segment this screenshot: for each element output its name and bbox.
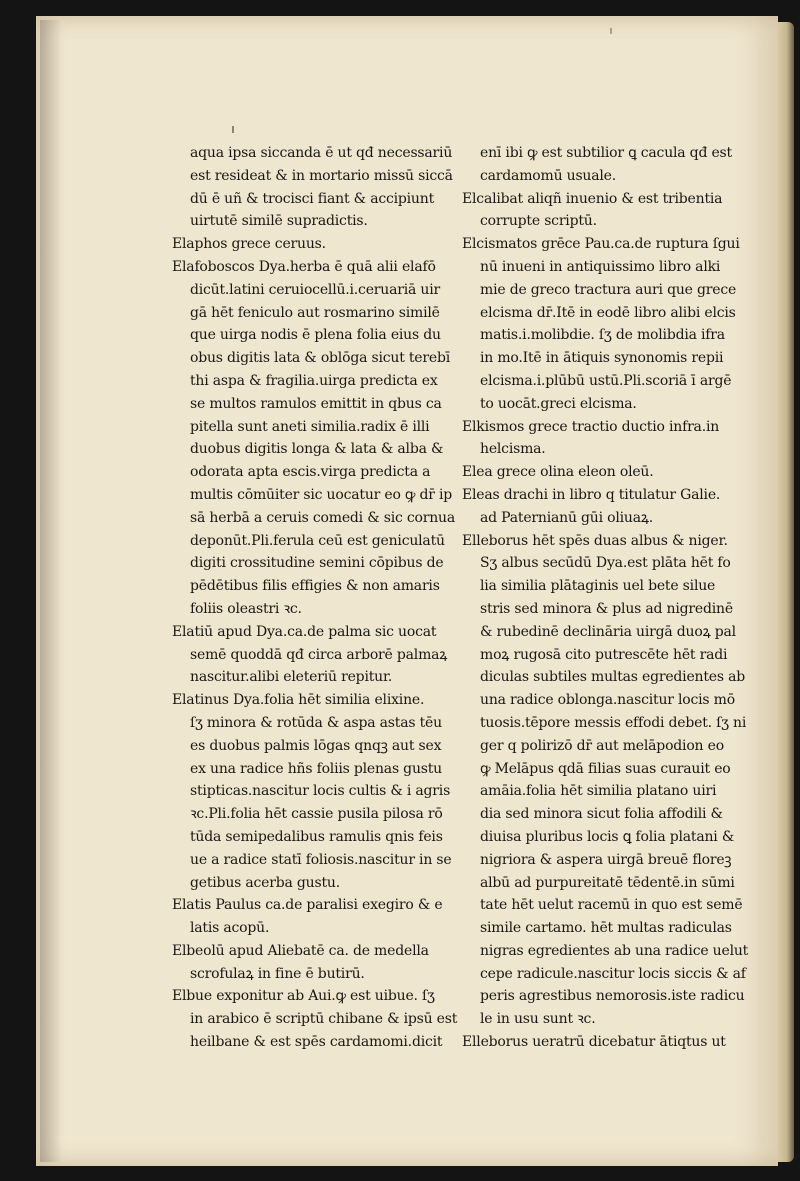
text-line: obus digitis lata & oblōga sicut terebī bbox=[190, 350, 450, 367]
text-line: ex una radice hñs foliis plenas gustu bbox=[190, 760, 442, 777]
text-line: lia similia plātaginis uel bete silue bbox=[480, 578, 716, 595]
page-edge bbox=[778, 22, 794, 1162]
text-line: deponūt.Pli.ferula ceū est geniculatū bbox=[190, 532, 445, 549]
text-line: in arabico ē scriptū chibane & ipsū est bbox=[190, 1011, 458, 1028]
text-line: le in usu sunt ꝛc. bbox=[480, 1011, 596, 1028]
text-line: stris sed minora & plus ad nigredinē bbox=[480, 600, 733, 617]
text-line: stipticas.nascitur locis cultis & i agris bbox=[190, 783, 451, 800]
glossary-entry bbox=[172, 621, 454, 689]
text-line: thi aspa & fragilia.uirga predicta ex bbox=[190, 372, 438, 389]
text-line: es duobus palmis lōgas qnqꝫ aut sex bbox=[190, 737, 442, 754]
glossary-entry bbox=[172, 940, 454, 986]
text-line: ꝙ Melāpus qdā filias suas curauit eo bbox=[480, 760, 731, 777]
text-line: moꝝ rugosā cito putrescēte hēt radi bbox=[480, 646, 728, 663]
glossary-entry bbox=[462, 416, 740, 462]
text-line: mie de greco tractura auri que grece bbox=[480, 281, 737, 298]
text-line: Elatinus Dya.folia hēt similia elixine. bbox=[172, 692, 425, 709]
text-line: peris agrestibus nemorosis.iste radicu bbox=[480, 988, 745, 1005]
text-line: multis cōmūiter sic uocatur eo ꝙ dr̄ ip bbox=[190, 486, 453, 503]
text-line: albū ad purpureitatē tēdentē.in sūmi bbox=[480, 874, 735, 891]
text-line: corrupte scriptū. bbox=[480, 213, 597, 230]
text-line: amāia.folia hēt similia platano uiri bbox=[480, 783, 717, 800]
text-line: Elbue exponitur ab Aui.ꝙ est uibue. ſʒ bbox=[172, 988, 435, 1005]
text-line: ꝛc.Pli.folia hēt cassie pusila pilosa rō bbox=[190, 806, 443, 823]
glossary-entry bbox=[462, 530, 749, 1032]
text-line: heilbane & est spēs cardamomi.dicit bbox=[190, 1034, 443, 1051]
text-line: Elbeolū apud Aliebatē ca. de medella bbox=[172, 942, 429, 959]
text-line: cepe radicule.nascitur locis siccis & af bbox=[480, 965, 746, 982]
text-line: in mo.Itē in ātiquis synonomis repii bbox=[480, 350, 724, 367]
ink-mark bbox=[610, 28, 612, 34]
text-line: getibus acerba gustu. bbox=[190, 874, 340, 891]
text-line: sā herbā a ceruis comedi & sic cornua bbox=[190, 509, 456, 526]
continued-entry bbox=[462, 142, 740, 188]
text-line: Elafoboscos Dya.herba ē quā alii elafō bbox=[172, 258, 436, 275]
text-line: gā hēt feniculo aut rosmarino similē bbox=[190, 304, 440, 321]
text-line: tuosis.tēpore messis effodi debet. ſʒ ni bbox=[480, 714, 747, 731]
text-line: latis acopū. bbox=[190, 920, 270, 937]
text-line: helcisma. bbox=[480, 441, 546, 458]
text-line: nigriora & aspera uirgā breuē floreꝫ bbox=[480, 851, 732, 868]
text-line: digiti crossitudine semini cōpibus de bbox=[190, 555, 444, 572]
text-line: nigras egredientes ab una radice uelut bbox=[480, 942, 749, 959]
glossary-entry bbox=[462, 188, 740, 234]
text-line: & rubedinē declināria uirgā duoꝝ pal bbox=[480, 623, 736, 640]
text-line: to uocāt.greci elcisma. bbox=[480, 395, 637, 412]
glossary-entry bbox=[462, 484, 740, 530]
text-line: dū ē uñ & trocisci fiant & accipiunt bbox=[190, 190, 434, 207]
text-line: una radice oblonga.nascitur locis mō bbox=[480, 692, 735, 709]
text-line: uirtutē similē supradictis. bbox=[190, 213, 368, 230]
ink-mark bbox=[232, 126, 234, 133]
text-line: diculas subtiles multas egredientes ab bbox=[480, 669, 746, 686]
text-line: pēdētibus filis effigies & non amaris bbox=[190, 578, 440, 595]
continued-entry bbox=[172, 142, 454, 233]
text-line: Elea grece olina eleon oleū. bbox=[462, 464, 654, 481]
text-line: Elleborus hēt spēs duas albus & niger. bbox=[462, 532, 728, 549]
text-line: Elaphos grece ceruus. bbox=[172, 236, 326, 253]
glossary-entry bbox=[172, 985, 458, 1053]
text-line: foliis oleastri ꝛc. bbox=[190, 600, 302, 617]
text-line: Elcismatos grēce Pau.ca.de ruptura ſgui bbox=[462, 236, 740, 253]
text-line: matis.i.molibdie. ſʒ de molibdia ifra bbox=[480, 327, 725, 344]
text-line: scrofulaꝝ in fine ē butirū. bbox=[190, 965, 365, 982]
text-line: tūda semipedalibus ramulis qnis feis bbox=[190, 828, 443, 845]
text-line: nascitur.alibi eleteriū repitur. bbox=[190, 669, 393, 686]
glossary-entry bbox=[462, 1031, 740, 1054]
text-line: semē quoddā qđ circa arborē palmaꝝ bbox=[190, 646, 448, 663]
text-line: aqua ipsa siccanda ē ut qđ necessariū bbox=[190, 145, 453, 161]
text-line: ue a radice statī foliosis.nascitur in se bbox=[190, 851, 452, 868]
glossary-entry bbox=[172, 233, 454, 256]
text-line: Sʒ albus secūdū Dya.est plāta hēt fo bbox=[480, 555, 731, 572]
text-line: nū inueni in antiquissimo libro alki bbox=[480, 258, 721, 275]
text-line: elcisma dr̄.Itē in eodē libro alibi elcis bbox=[480, 304, 736, 321]
text-line: simile cartamo. hēt multas radiculas bbox=[480, 920, 732, 937]
glossary-entry bbox=[462, 233, 740, 415]
glossary-entry bbox=[172, 256, 454, 621]
text-line: Elkismos grece tractio ductio infra.in bbox=[462, 418, 720, 435]
right-text-column bbox=[462, 142, 749, 1054]
text-line: que uirga nodis ē plena folia eius du bbox=[190, 327, 441, 344]
text-line: cardamomū usuale. bbox=[480, 167, 617, 184]
glossary-entry bbox=[172, 689, 454, 894]
text-line: pitella sunt aneti similia.radix ē illi bbox=[190, 418, 430, 435]
page-gutter-shadow bbox=[40, 20, 62, 1162]
text-line: Elcalibat aliqñ inuenio & est tribentia bbox=[462, 190, 723, 207]
glossary-entry bbox=[462, 461, 740, 484]
text-line: enī ibi ꝙ est subtilior ꝗ cacula qđ est bbox=[480, 145, 732, 161]
text-line: diuisa pluribus locis ꝗ folia platani & bbox=[480, 828, 735, 845]
text-line: se multos ramulos emittit in qbus ca bbox=[190, 395, 442, 412]
left-text-column bbox=[172, 142, 458, 1054]
text-line: dia sed minora sicut folia affodili & bbox=[480, 806, 723, 823]
text-line: tate hēt uelut racemū in quo est semē bbox=[480, 897, 743, 914]
text-line: odorata apta escis.virga predicta a bbox=[190, 464, 431, 481]
text-line: elcisma.i.plūbū ustū.Pli.scoriā ī argē bbox=[480, 372, 732, 389]
text-line: ad Paternianū gūi oliuaꝝ. bbox=[480, 509, 654, 526]
glossary-entry bbox=[172, 894, 454, 940]
text-line: dicūt.latini ceruiocellū.i.ceruariā uir bbox=[190, 281, 440, 298]
text-line: Eleas drachi in libro q titulatur Galie. bbox=[462, 486, 721, 503]
text-line: ger q polirizō dr̄ aut melāpodion eo bbox=[480, 737, 724, 754]
text-line: Elatis Paulus ca.de paralisi exegiro & e bbox=[172, 897, 443, 914]
text-line: duobus digitis longa & lata & alba & bbox=[190, 441, 444, 458]
text-line: est resideat & in mortario missū siccā bbox=[190, 167, 453, 184]
text-line: ſʒ minora & rotūda & aspa astas tēu bbox=[190, 714, 442, 731]
text-line: Elatiū apud Dya.ca.de palma sic uocat bbox=[172, 623, 437, 640]
text-line: Elleborus ueratrū dicebatur ātiqtus ut bbox=[462, 1034, 726, 1051]
